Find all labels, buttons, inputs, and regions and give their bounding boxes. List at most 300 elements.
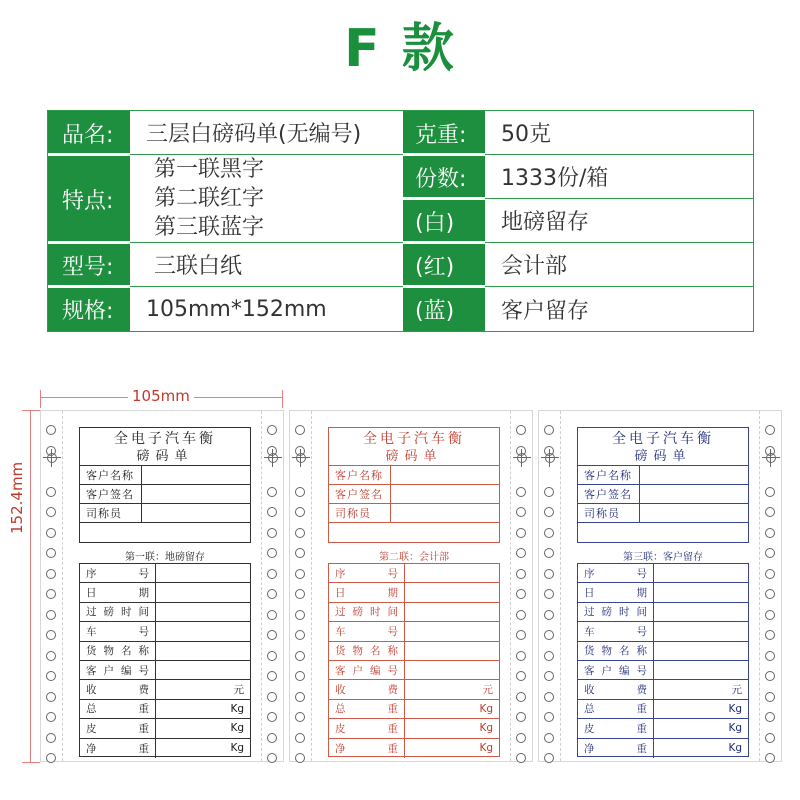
sprocket-hole xyxy=(765,548,775,558)
row-label xyxy=(329,622,405,640)
row-label xyxy=(329,700,405,718)
row-label-char: 称 xyxy=(138,645,149,658)
sprocket-hole xyxy=(516,589,526,599)
sprocket-hole xyxy=(267,753,277,763)
row-label xyxy=(578,642,654,660)
sprocket-hole xyxy=(46,507,56,517)
row-label xyxy=(578,700,654,718)
row-label-char: 编 xyxy=(619,664,630,677)
row-label-text xyxy=(584,721,647,736)
row-label xyxy=(80,719,156,737)
info-row-label: 客户名称 xyxy=(80,466,142,484)
row-unit: Kg xyxy=(230,702,244,715)
info-row xyxy=(329,485,499,504)
row-label-char: 车 xyxy=(584,625,595,638)
sprocket-hole xyxy=(267,425,277,435)
row-label-char: 收 xyxy=(86,684,97,697)
sprocket-hole xyxy=(516,630,526,640)
row-label-char: 时 xyxy=(121,606,132,619)
header-box xyxy=(79,427,251,543)
row-unit xyxy=(654,583,748,601)
header-box xyxy=(328,427,500,543)
registration-mark-icon xyxy=(764,451,778,465)
row-label xyxy=(329,583,405,601)
row-label-text xyxy=(86,566,149,581)
row-label-text xyxy=(335,566,398,581)
row-label-char: 总 xyxy=(86,703,97,716)
sprocket-hole xyxy=(267,507,277,517)
form-sheet-blue xyxy=(538,410,782,762)
row-label-char: 货 xyxy=(584,645,595,658)
sprocket-hole xyxy=(46,733,56,743)
sprocket-hole xyxy=(295,712,305,722)
sprocket-hole xyxy=(516,569,526,579)
table-row xyxy=(80,739,250,758)
info-row xyxy=(578,504,748,523)
row-label-text xyxy=(584,566,647,581)
row-unit xyxy=(654,603,748,621)
white-label: (白) xyxy=(403,199,485,243)
sprocket-hole xyxy=(765,487,775,497)
perforation-strip xyxy=(539,411,561,761)
sprocket-hole xyxy=(267,528,277,538)
row-label-char: 期 xyxy=(387,587,398,600)
size-label: 规格: xyxy=(48,287,130,331)
row-unit: 元 xyxy=(731,684,742,697)
row-label-char: 期 xyxy=(138,587,149,600)
row-label xyxy=(80,564,156,582)
row-label-char: 编 xyxy=(370,664,381,677)
row-label-char: 号 xyxy=(636,625,647,638)
registration-mark-icon xyxy=(266,451,280,465)
row-label-char: 货 xyxy=(335,645,346,658)
perforation-strip xyxy=(510,411,532,761)
sprocket-hole xyxy=(765,610,775,620)
sprocket-hole xyxy=(295,487,305,497)
info-row xyxy=(578,485,748,504)
row-label-text xyxy=(335,585,398,600)
row-unit xyxy=(156,661,250,679)
form-heading: 全电子汽车衡 xyxy=(612,431,714,447)
row-label xyxy=(578,661,654,679)
row-label-text xyxy=(86,643,149,658)
feature-line: 第三联蓝字 xyxy=(154,215,265,240)
count-label: 份数: xyxy=(403,155,485,199)
sprocket-hole xyxy=(544,651,554,661)
sprocket-hole xyxy=(765,753,775,763)
row-label-char: 客 xyxy=(335,664,346,677)
sprocket-hole xyxy=(295,569,305,579)
white-value: 地磅留存 xyxy=(485,199,753,243)
table-row xyxy=(329,680,499,699)
table-row xyxy=(578,583,748,602)
row-label-text xyxy=(335,741,398,756)
table-row xyxy=(578,700,748,719)
info-row xyxy=(329,504,499,523)
row-label-char: 户 xyxy=(601,664,612,677)
row-label xyxy=(80,603,156,621)
feature-values xyxy=(130,155,403,243)
sprocket-hole xyxy=(516,671,526,681)
sprocket-hole xyxy=(516,692,526,702)
row-label xyxy=(329,680,405,698)
row-unit xyxy=(654,642,748,660)
row-label-text xyxy=(86,624,149,639)
row-label-text xyxy=(584,701,647,716)
row-label-char: 皮 xyxy=(86,722,97,735)
sprocket-hole xyxy=(516,507,526,517)
sprocket-hole xyxy=(765,692,775,702)
table-row xyxy=(80,700,250,719)
info-row-label: 司称员 xyxy=(80,504,142,522)
info-row-label: 客户名称 xyxy=(578,466,640,484)
model-label: 型号: xyxy=(48,243,130,287)
sprocket-hole xyxy=(544,507,554,517)
row-label-char: 过 xyxy=(86,606,97,619)
row-unit: Kg xyxy=(230,722,244,735)
table-row xyxy=(329,583,499,602)
table-row xyxy=(329,622,499,641)
info-row-label: 司称员 xyxy=(329,504,391,522)
row-label xyxy=(80,661,156,679)
row-label xyxy=(329,661,405,679)
row-label-char: 称 xyxy=(636,645,647,658)
row-unit: Kg xyxy=(728,702,742,715)
sprocket-hole xyxy=(46,548,56,558)
perforation-strip xyxy=(290,411,312,761)
form-sheet-black xyxy=(40,410,284,762)
row-label-text xyxy=(86,682,149,697)
sprocket-hole xyxy=(267,671,277,681)
row-label-char: 总 xyxy=(584,703,595,716)
row-label-char: 号 xyxy=(387,625,398,638)
table-row xyxy=(329,700,499,719)
sprocket-hole xyxy=(46,425,56,435)
row-label-char: 车 xyxy=(335,625,346,638)
row-label-text xyxy=(86,741,149,756)
table-row xyxy=(80,603,250,622)
row-label-char: 重 xyxy=(387,722,398,735)
sprocket-hole xyxy=(295,733,305,743)
model-value: 三联白纸 xyxy=(130,243,403,287)
sprocket-hole xyxy=(765,569,775,579)
row-label-char: 间 xyxy=(387,606,398,619)
row-label-text xyxy=(584,624,647,639)
detail-table xyxy=(79,563,251,757)
row-unit xyxy=(654,661,748,679)
row-label-char: 重 xyxy=(138,722,149,735)
sprocket-hole xyxy=(516,528,526,538)
row-label-char: 序 xyxy=(335,567,346,580)
registration-mark-icon xyxy=(515,451,529,465)
row-label-char: 收 xyxy=(584,684,595,697)
sprocket-hole xyxy=(516,548,526,558)
sprocket-hole xyxy=(46,610,56,620)
sprocket-hole xyxy=(46,630,56,640)
table-row xyxy=(329,564,499,583)
row-unit xyxy=(156,603,250,621)
weight-label: 克重: xyxy=(403,111,485,155)
row-label-char: 客 xyxy=(584,664,595,677)
sprocket-hole xyxy=(295,753,305,763)
row-label-char: 费 xyxy=(138,684,149,697)
row-label xyxy=(329,739,405,758)
row-label-char: 重 xyxy=(636,722,647,735)
sprocket-hole xyxy=(46,692,56,702)
table-row xyxy=(578,564,748,583)
row-label xyxy=(329,719,405,737)
sprocket-hole xyxy=(295,692,305,702)
row-label xyxy=(329,642,405,660)
sprocket-hole xyxy=(544,630,554,640)
row-label-char: 间 xyxy=(636,606,647,619)
row-label-text xyxy=(584,585,647,600)
row-label-char: 名 xyxy=(619,645,630,658)
name-value: 三层白磅码单(无编号) xyxy=(130,111,403,155)
row-label-char: 磅 xyxy=(352,606,363,619)
row-label xyxy=(578,680,654,698)
red-value: 会计部 xyxy=(485,243,753,287)
table-row xyxy=(329,603,499,622)
row-unit: Kg xyxy=(728,742,742,755)
row-label-char: 编 xyxy=(121,664,132,677)
row-label-char: 客 xyxy=(86,664,97,677)
row-label-text xyxy=(335,682,398,697)
row-label-char: 日 xyxy=(584,587,595,600)
sprocket-hole xyxy=(544,753,554,763)
registration-mark-icon xyxy=(45,451,59,465)
feature-line: 第二联红字 xyxy=(154,186,265,211)
row-label-char: 间 xyxy=(138,606,149,619)
feature-label: 特点: xyxy=(48,155,130,243)
sprocket-hole xyxy=(544,671,554,681)
sprocket-hole xyxy=(544,425,554,435)
row-label-char: 货 xyxy=(86,645,97,658)
row-label-char: 号 xyxy=(387,664,398,677)
row-label-char: 号 xyxy=(138,625,149,638)
row-label xyxy=(578,603,654,621)
row-label-char: 号 xyxy=(387,567,398,580)
height-dimension-line xyxy=(30,410,31,762)
row-label-char: 时 xyxy=(619,606,630,619)
perforation-strip xyxy=(41,411,63,761)
sprocket-hole xyxy=(295,425,305,435)
row-unit: Kg xyxy=(728,722,742,735)
row-label-char: 重 xyxy=(636,703,647,716)
row-label-text xyxy=(335,643,398,658)
sprocket-hole xyxy=(267,712,277,722)
row-label-text xyxy=(584,663,647,678)
red-label: (红) xyxy=(403,243,485,287)
table-row xyxy=(329,661,499,680)
row-label-char: 号 xyxy=(138,664,149,677)
sprocket-hole xyxy=(544,692,554,702)
sprocket-hole xyxy=(544,548,554,558)
table-row xyxy=(578,661,748,680)
perforation-strip xyxy=(759,411,781,761)
row-label xyxy=(80,680,156,698)
row-label-char: 重 xyxy=(636,742,647,755)
row-unit xyxy=(654,622,748,640)
row-unit: Kg xyxy=(479,722,493,735)
row-label-char: 过 xyxy=(584,606,595,619)
row-unit xyxy=(405,603,499,621)
info-row-label: 客户签名 xyxy=(80,485,142,503)
row-label xyxy=(80,622,156,640)
table-row xyxy=(80,564,250,583)
row-label-char: 日 xyxy=(86,587,97,600)
row-unit xyxy=(405,583,499,601)
sprocket-hole xyxy=(46,528,56,538)
info-row xyxy=(80,504,250,523)
feature-line: 第一联黑字 xyxy=(154,157,265,182)
row-label xyxy=(80,642,156,660)
table-row xyxy=(329,719,499,738)
row-label-text xyxy=(335,604,398,619)
row-label-char: 序 xyxy=(86,567,97,580)
row-label-char: 序 xyxy=(584,567,595,580)
row-label xyxy=(329,564,405,582)
row-unit xyxy=(405,642,499,660)
row-unit xyxy=(654,564,748,582)
sprocket-hole xyxy=(46,589,56,599)
row-label-char: 车 xyxy=(86,625,97,638)
table-row xyxy=(578,719,748,738)
row-unit xyxy=(405,622,499,640)
row-label-text xyxy=(335,701,398,716)
sprocket-hole xyxy=(46,487,56,497)
row-label-text xyxy=(584,741,647,756)
page-title: F 款 xyxy=(344,19,456,79)
row-label-char: 重 xyxy=(387,703,398,716)
size-value: 105mm*152mm xyxy=(130,287,403,331)
row-label-char: 日 xyxy=(335,587,346,600)
height-dimension-label: 152.4mm xyxy=(8,418,26,538)
count-value: 1333份/箱 xyxy=(485,155,753,199)
sprocket-hole xyxy=(295,528,305,538)
row-label-char: 户 xyxy=(352,664,363,677)
row-label-text xyxy=(584,643,647,658)
sprocket-hole xyxy=(544,712,554,722)
row-label-char: 皮 xyxy=(584,722,595,735)
row-label-text xyxy=(335,663,398,678)
info-row xyxy=(329,466,499,485)
sprocket-hole xyxy=(765,425,775,435)
sprocket-hole xyxy=(267,733,277,743)
name-label: 品名: xyxy=(48,111,130,155)
copy-label: 第二联：会计部 xyxy=(379,552,449,563)
form-subheading: 磅码单 xyxy=(80,448,250,466)
sprocket-hole xyxy=(765,528,775,538)
table-row xyxy=(80,642,250,661)
sprocket-hole xyxy=(267,589,277,599)
row-label-char: 名 xyxy=(370,645,381,658)
weight-value: 50克 xyxy=(485,111,753,155)
sprocket-hole xyxy=(267,692,277,702)
sprocket-hole xyxy=(267,651,277,661)
row-label-char: 称 xyxy=(387,645,398,658)
sprocket-hole xyxy=(516,651,526,661)
sprocket-hole xyxy=(46,651,56,661)
sprocket-hole xyxy=(295,651,305,661)
form-subheading: 磅码单 xyxy=(329,448,499,466)
row-label-text xyxy=(86,721,149,736)
detail-table xyxy=(328,563,500,757)
copy-label: 第一联：地磅留存 xyxy=(125,552,205,563)
row-label-char: 期 xyxy=(636,587,647,600)
row-label-char: 皮 xyxy=(335,722,346,735)
sprocket-hole xyxy=(295,671,305,681)
row-label xyxy=(578,583,654,601)
sprocket-hole xyxy=(267,548,277,558)
sprocket-hole xyxy=(544,569,554,579)
table-row xyxy=(578,680,748,699)
info-row xyxy=(80,485,250,504)
row-label-char: 重 xyxy=(138,703,149,716)
row-unit: 元 xyxy=(482,684,493,697)
sprocket-hole xyxy=(765,733,775,743)
table-row xyxy=(80,622,250,641)
sprocket-hole xyxy=(765,630,775,640)
row-label-text xyxy=(86,701,149,716)
sprocket-hole xyxy=(46,671,56,681)
sprocket-hole xyxy=(765,651,775,661)
row-label-text xyxy=(584,682,647,697)
row-label-char: 过 xyxy=(335,606,346,619)
row-label-text xyxy=(86,585,149,600)
row-label-char: 时 xyxy=(370,606,381,619)
width-dimension-label: 105mm xyxy=(128,387,194,405)
row-label xyxy=(578,739,654,758)
sprocket-hole xyxy=(516,712,526,722)
row-label xyxy=(578,719,654,737)
table-row xyxy=(80,680,250,699)
sprocket-hole xyxy=(46,712,56,722)
table-row xyxy=(329,642,499,661)
sprocket-hole xyxy=(267,487,277,497)
blue-value: 客户留存 xyxy=(485,287,753,331)
sprocket-hole xyxy=(544,610,554,620)
form-subheading: 磅码单 xyxy=(578,448,748,466)
copy-label: 第三联：客户留存 xyxy=(623,552,703,563)
registration-mark-icon xyxy=(294,451,308,465)
table-row xyxy=(80,719,250,738)
sprocket-hole xyxy=(516,733,526,743)
row-label-char: 净 xyxy=(335,742,346,755)
row-label-char: 重 xyxy=(387,742,398,755)
sprocket-hole xyxy=(516,425,526,435)
perforation-strip xyxy=(261,411,283,761)
info-row-label: 客户签名 xyxy=(329,485,391,503)
row-label-text xyxy=(86,663,149,678)
table-row xyxy=(80,583,250,602)
sprocket-hole xyxy=(765,507,775,517)
row-label-char: 收 xyxy=(335,684,346,697)
spec-table xyxy=(47,110,754,332)
row-unit xyxy=(405,564,499,582)
sprocket-hole xyxy=(295,630,305,640)
sprocket-hole xyxy=(765,589,775,599)
row-label-char: 号 xyxy=(636,664,647,677)
row-label-char: 物 xyxy=(352,645,363,658)
row-label-char: 磅 xyxy=(103,606,114,619)
sprocket-hole xyxy=(516,487,526,497)
row-unit xyxy=(156,583,250,601)
sprocket-hole xyxy=(295,610,305,620)
row-unit: Kg xyxy=(230,742,244,755)
sprocket-hole xyxy=(544,733,554,743)
row-label-char: 物 xyxy=(601,645,612,658)
